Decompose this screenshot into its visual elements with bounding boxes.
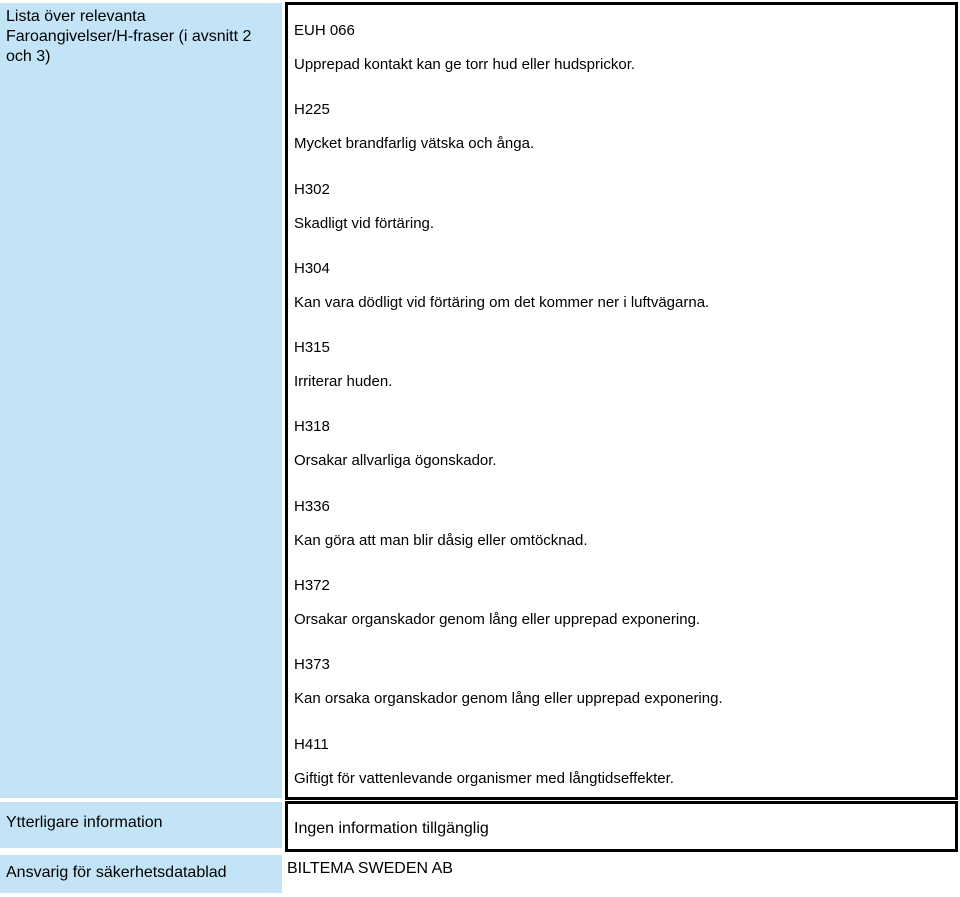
phrase-code: H225 (294, 101, 330, 119)
hazard-label-cell (0, 3, 282, 798)
phrase-code: H315 (294, 339, 330, 357)
responsible-value: BILTEMA SWEDEN AB (287, 860, 453, 877)
phrase-text: Irriterar huden. (294, 373, 393, 391)
phrase-text: Kan göra att man blir dåsig eller omtöcknad. (294, 531, 588, 549)
hazard-label: Lista över relevanta Faroangivelser/H-fraser (i avsnitt 2 och 3) (6, 8, 252, 65)
hazard-phrases-box (285, 2, 958, 800)
phrase-text: Orsakar allvarliga ögonskador. (294, 452, 497, 470)
phrase-text: Kan orsaka organskador genom lång eller upprepad exponering. (294, 690, 723, 708)
phrase-code: EUH 066 (294, 22, 355, 39)
phrase-code: H336 (294, 497, 330, 515)
phrase-code: H302 (294, 180, 330, 198)
phrase-text: Skadligt vid förtäring. (294, 214, 435, 232)
phrase-text: Upprepad kontakt kan ge torr hud eller hudsprickor. (294, 56, 636, 73)
additional-info-box (285, 801, 958, 852)
phrase-code: H304 (294, 259, 330, 277)
additional-info-label: Ytterligare information (6, 814, 163, 831)
phrase-text: Orsakar organskador genom lång eller upprepad exponering. (294, 611, 701, 629)
phrase-text: Giftigt för vattenlevande organismer med långtidseffekter. (294, 769, 674, 787)
phrase-code: H372 (294, 577, 330, 595)
phrase-text: Mycket brandfarlig vätska och ånga. (294, 135, 535, 153)
additional-info-label-cell (0, 802, 282, 848)
additional-info-value: Ingen information tillgänglig (294, 820, 489, 837)
responsible-label-cell (0, 855, 282, 893)
phrase-code: H318 (294, 418, 330, 436)
phrase-code: H411 (294, 735, 329, 753)
phrase-text: Kan vara dödligt vid förtäring om det kommer ner i luftvägarna. (294, 293, 710, 311)
phrase-code: H373 (294, 656, 330, 674)
responsible-label: Ansvarig för säkerhetsdatablad (6, 864, 227, 881)
